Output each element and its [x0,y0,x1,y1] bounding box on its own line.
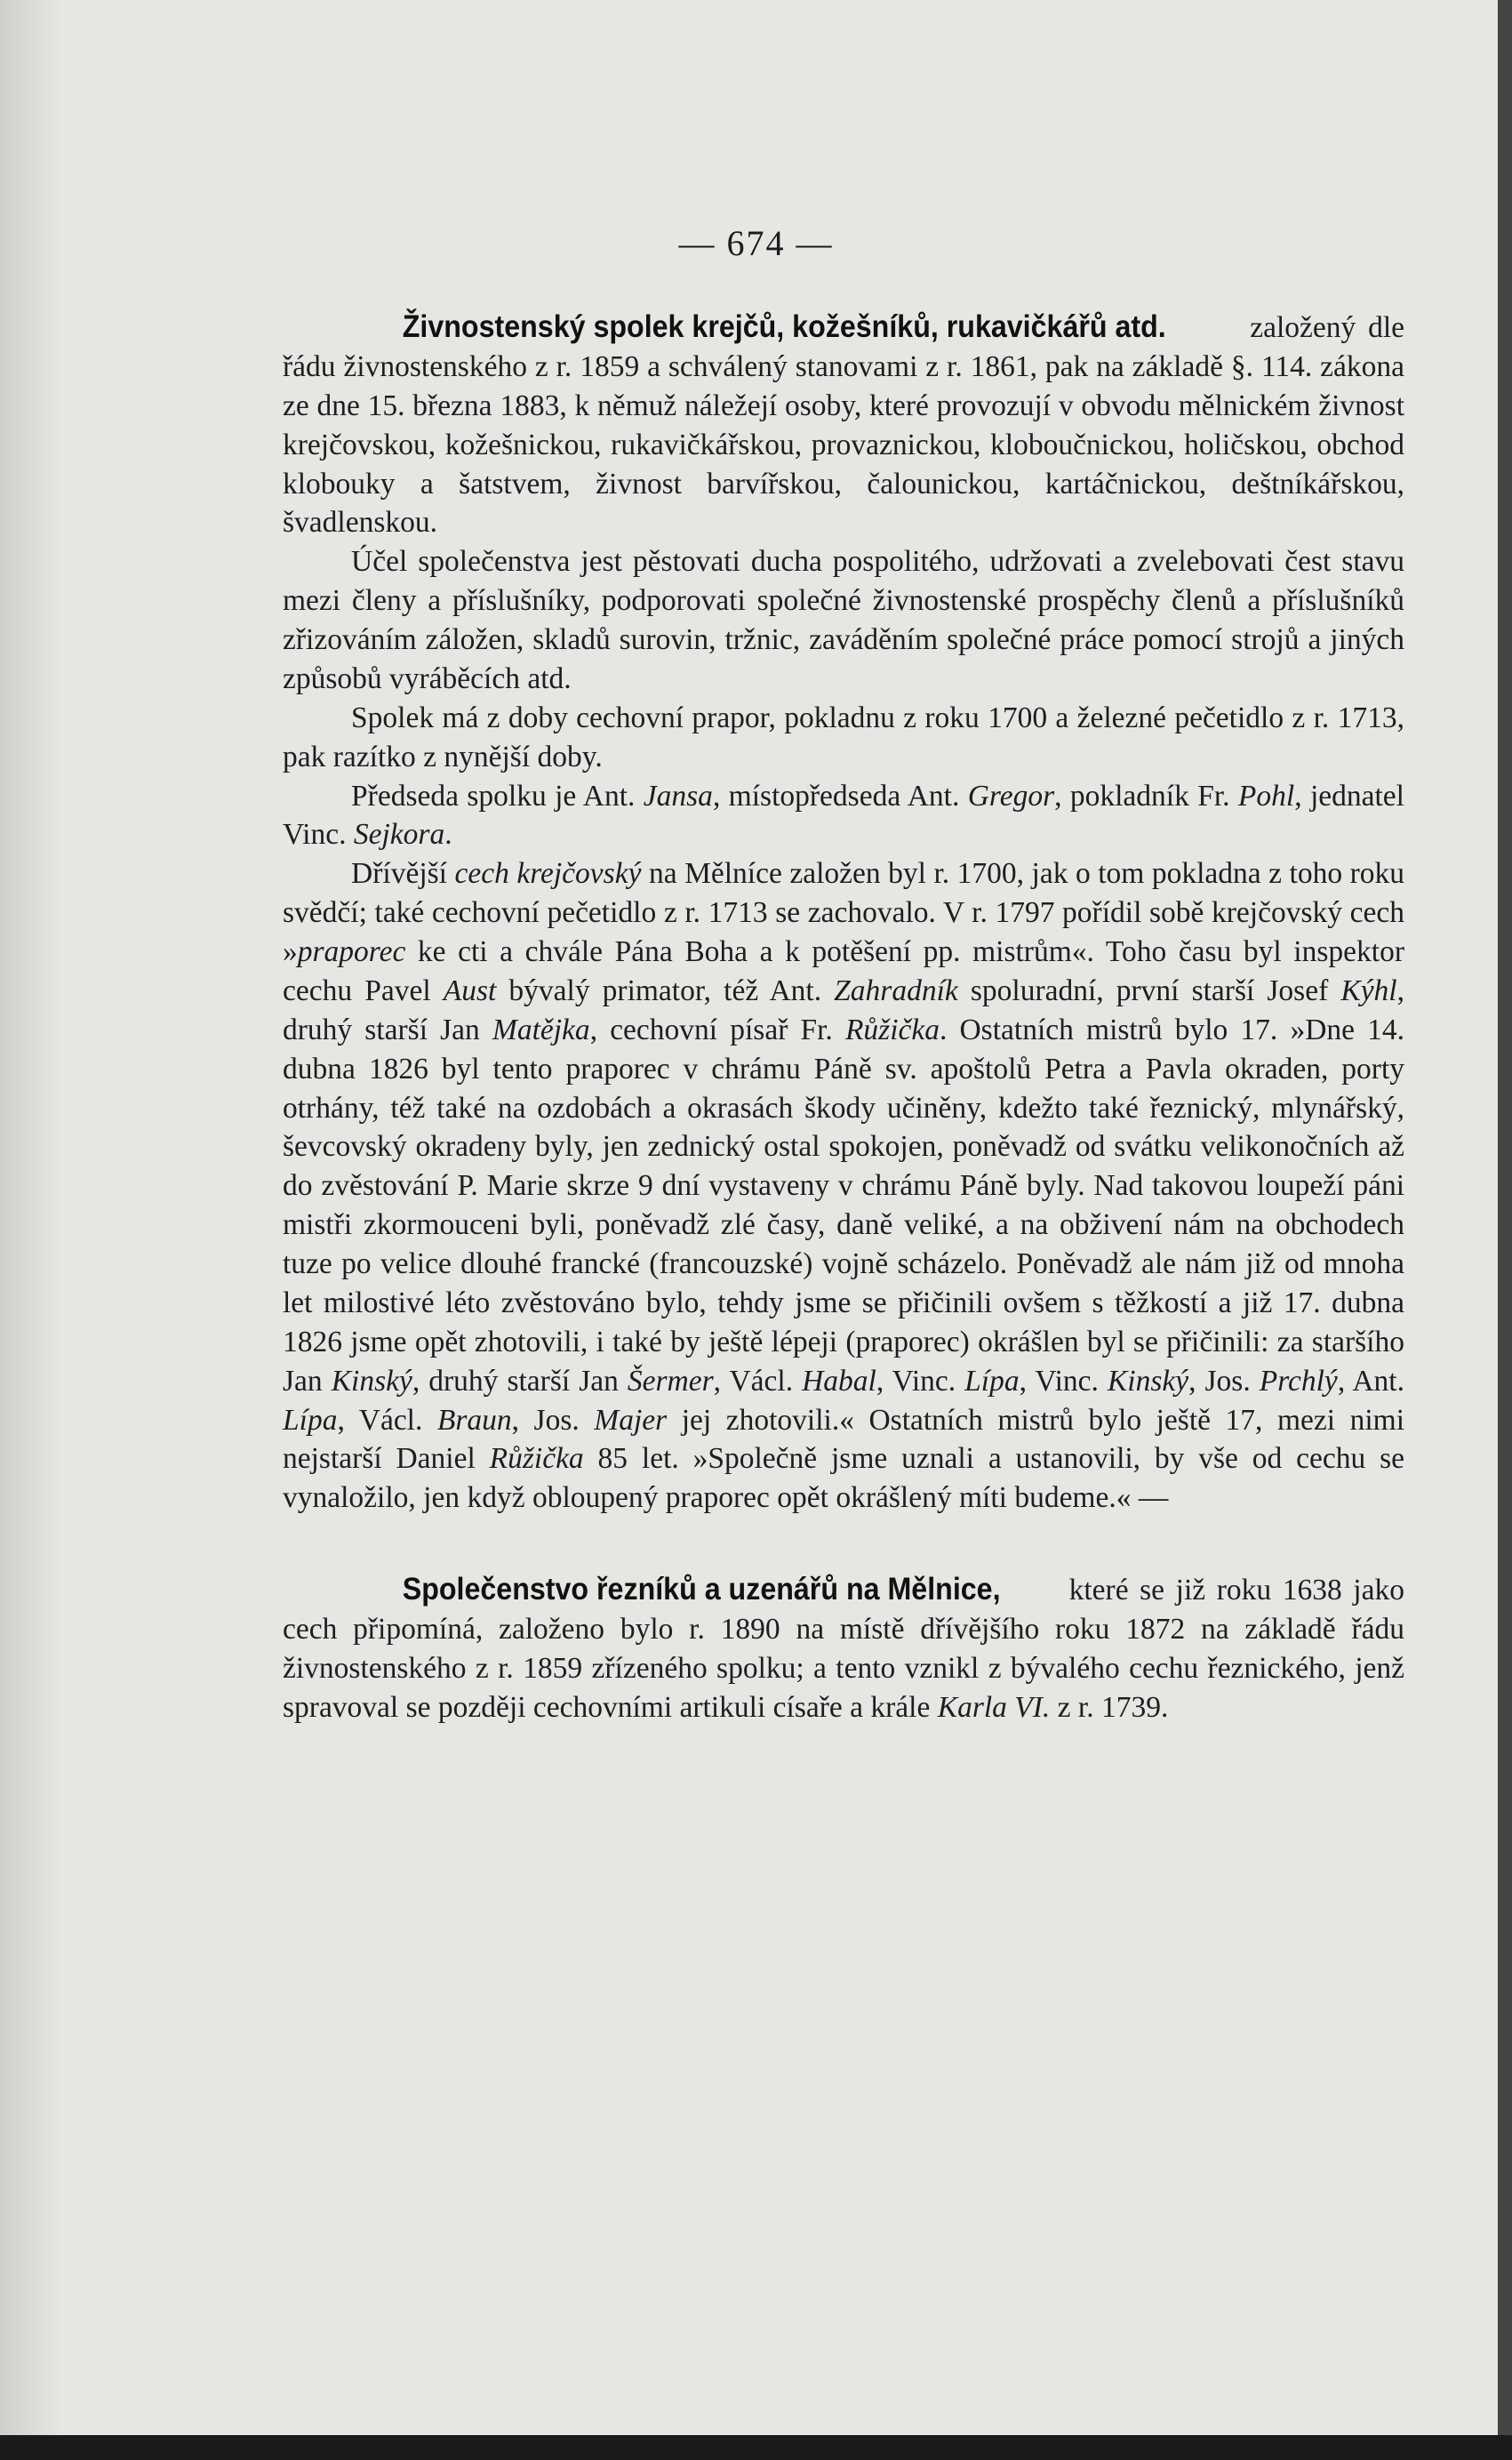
text-run: které se již roku 1638 jako cech připomíná, založeno bylo r. 1890 na místě dřívějšího roku 1872 na základě řádu živnostenského z r. 1859 zřízeného spolku; a tento vznikl z bývalého cechu řeznického, jenž spravoval se později cechovními artikuli císaře a krále [283,1574,1404,1724]
paragraph-purpose: Účel společenstva jest pěstovati ducha pospolitého, udržovati a zvelebovati čest stavu mezi členy a příslušníky, podporovati společné živnostenské prospěchy členů a příslušníků zřizováním záložen, skladů surovin, tržnic, zaváděním společné práce pomocí strojů a jiných způsobů vyráběcích atd. [283,545,1404,695]
text-run: , druhý starší Jan [283,974,1404,1046]
italic-name: Aust [443,974,497,1007]
page-shadow-left [0,0,62,2460]
text-run: . Ostatních mistrů bylo 17. »Dne 14. dubna 1826 byl tento praporec v chrámu Páně sv. apoštolů Petra a Pavla okraden, porty otrhány, též také na ozdobách a okrasách škody učiněny, kdežto také řeznický, mlynářský, ševcovský okradeny byly, jen zednický ostal spokojen, poněvadž od svátku velikonočních až do zvěstování P. Marie skrze 9 dní vystaveny v chrámu Páně byly. Nad takovou loupeží páni mistři zkormouceni byli, poněvadž zlé časy, daně veliké, a na obživení nám na obchodech tuze po velice dlouhé francké (francouzské) vojně scházelo. Poněvadž ale nám již od mnoha let milostivé léto zvěstováno bylo, tehdy jsme se přičinili ovšem s těžkostí a již 17. dubna 1826 jsme opět zhotovili, i také by ještě lépeji (praporec) okrášlen byl se přičinili: za staršího Jan [283,1013,1405,1398]
text-run: , jednatel Vinc. [283,779,1404,852]
italic-term: praporec [297,935,406,968]
italic-name: Prchlý [1259,1364,1338,1398]
italic-name: Kýhl [1340,974,1397,1007]
italic-name: Růžička [844,1013,940,1046]
text-run: , místopředseda Ant. [712,779,968,813]
italic-term: cech krejčovský [454,857,642,891]
page-edge-right [1498,0,1512,2460]
italic-name: Majer [594,1403,668,1437]
section-tailors-intro [283,307,1404,542]
name-pohl: Pohl [1237,779,1295,813]
text-run: , Václ. [337,1403,437,1437]
italic-name: Karla VI. [937,1690,1051,1724]
text-run: jej zhotovili.« Ostatních mistrů bylo ještě 17, mezi nimi nejstarší Daniel [283,1403,1404,1476]
italic-name: Růžička [489,1442,584,1476]
page-number: — 674 — [678,223,834,263]
page-edge-bottom [0,2435,1512,2460]
paragraph-text: založený dle řádu živnostenského z r. 1859 a schválený stanovami z r. 1861, pak na základě §. 114. zákona ze dne 15. března 1883, k němuž náležejí osoby, které provozují v obvodu mělnickém živnost krejčovskou, kožešnickou, rukavičkářskou, provaznickou, kloboučnickou, holičskou, obchod klobouky a šatstvem, živnost barvířskou, čalounickou, kartáčnickou, deštníkářskou, švadlenskou. [283,311,1404,540]
text-run: , pokladník Fr. [1054,779,1238,813]
section-heading-tailors: Živnostenský spolek krejčů, kožešníků, rukavičkářů atd. [403,309,1167,344]
text-run: , Jos. [511,1403,595,1437]
italic-name: Braun [436,1403,512,1437]
paragraph-artifacts: Spolek má z doby cechovní prapor, pokladnu z roku 1700 a železné pečetidlo z r. 1713, pak razítko z nynější doby. [283,701,1404,773]
text-run: Dřívější [351,857,455,891]
text-run: Předseda spolku je Ant. [351,779,644,813]
text-run: 85 let. »Společně jsme uznali a ustanovili, by vše od cechu se vynaložilo, jen když obloupený praporec opět okrášlený míti budeme.« — [283,1442,1404,1515]
italic-name: Zahradník [834,974,958,1007]
name-jansa: Jansa [643,779,713,813]
section-butchers [283,1569,1404,1727]
name-sejkora: Sejkora [353,818,445,852]
text-run: , Vinc. [876,1364,965,1398]
text-run: bývalý primator, též Ant. [496,974,835,1007]
paragraph-officers [283,777,1404,855]
text-run: spoluradní, první starší Josef [957,974,1341,1007]
italic-name: Kinský [331,1364,412,1398]
text-run: , druhý starší Jan [412,1364,628,1398]
section-heading-butchers: Společenstvo řezníků a uzenářů na Mělnice, [403,1572,1001,1607]
paragraph-history [283,854,1404,1518]
text-run: z r. 1739. [1050,1690,1169,1724]
italic-name: Matějka [492,1013,590,1046]
text-run: , Václ. [713,1364,803,1398]
name-gregor: Gregor [967,779,1055,813]
text-run: , Vinc. [1019,1364,1108,1398]
italic-name: Šermer [627,1364,714,1398]
italic-name: Kinský [1107,1364,1189,1398]
italic-name: Lípa [283,1403,338,1437]
text-run: , Jos. [1188,1364,1260,1398]
text-run: , cechovní písař Fr. [589,1013,845,1046]
text-run: , Ant. [1337,1364,1404,1398]
text-run: ke cti a chvále Pána Boha a k potěšení pp. mistrům«. Toho času byl inspektor cechu Pavel [283,935,1404,1007]
italic-name: Lípa [964,1364,1020,1398]
body-text [283,307,1404,1727]
italic-name: Habal [802,1364,876,1398]
text-run: na Mělníce založen byl r. 1700, jak o tom pokladna z toho roku svědčí; také cechovní pečetidlo z r. 1713 se zachovalo. V r. 1797 pořídil sobě krejčovský cech » [283,857,1404,968]
text-run: . [444,818,452,852]
